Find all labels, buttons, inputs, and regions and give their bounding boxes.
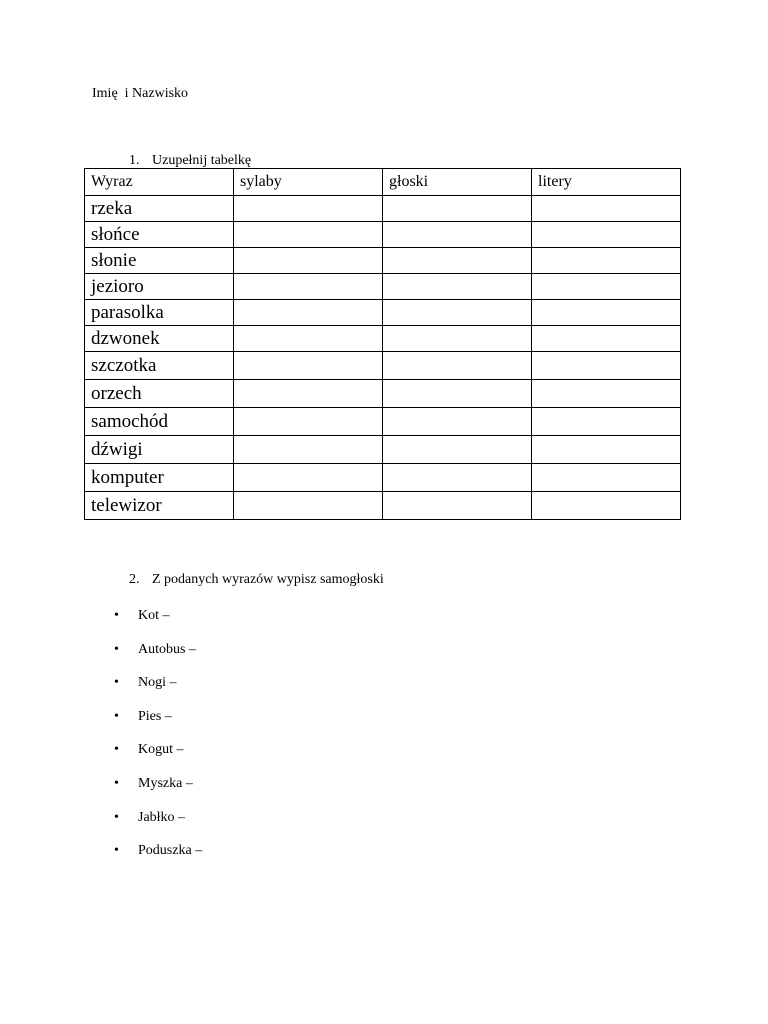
table-row bbox=[85, 464, 681, 492]
letters-cell[interactable] bbox=[532, 326, 681, 352]
sounds-cell[interactable] bbox=[383, 248, 532, 274]
bullet-dot-icon: • bbox=[114, 641, 119, 657]
list-item bbox=[114, 841, 202, 875]
sounds-cell[interactable] bbox=[383, 380, 532, 408]
sounds-cell[interactable] bbox=[383, 274, 532, 300]
list-item-text: Poduszka – bbox=[138, 843, 203, 859]
bullet-dot-icon: • bbox=[114, 675, 119, 691]
word-cell: dźwigi bbox=[85, 436, 234, 464]
list-item bbox=[114, 740, 202, 774]
list-item bbox=[114, 673, 202, 707]
task-1-instruction: Uzupełnij tabelkę bbox=[152, 153, 252, 168]
name-surname-label: Imię i Nazwisko bbox=[92, 86, 189, 101]
table-row bbox=[85, 248, 681, 274]
task-1-number: 1. bbox=[129, 153, 140, 168]
syllables-cell[interactable] bbox=[234, 326, 383, 352]
syllables-cell[interactable] bbox=[234, 274, 383, 300]
syllables-cell[interactable] bbox=[234, 380, 383, 408]
table-row bbox=[85, 274, 681, 300]
list-item-text: Autobus – bbox=[138, 641, 196, 657]
table-row bbox=[85, 436, 681, 464]
bullet-dot-icon: • bbox=[114, 742, 119, 758]
word-cell: słonie bbox=[85, 248, 234, 274]
bullet-dot-icon: • bbox=[114, 608, 119, 623]
table-header-row bbox=[85, 169, 681, 196]
letters-cell[interactable] bbox=[532, 492, 681, 520]
task-2-number: 2. bbox=[129, 572, 140, 587]
letters-cell[interactable] bbox=[532, 222, 681, 248]
column-header-word: Wyraz bbox=[85, 169, 234, 196]
bullet-dot-icon: • bbox=[114, 843, 119, 859]
syllables-cell[interactable] bbox=[234, 248, 383, 274]
word-cell: jezioro bbox=[85, 274, 234, 300]
syllables-cell[interactable] bbox=[234, 408, 383, 436]
letters-cell[interactable] bbox=[532, 380, 681, 408]
list-item bbox=[114, 640, 202, 674]
sounds-cell[interactable] bbox=[383, 464, 532, 492]
list-item-text: Nogi – bbox=[138, 675, 177, 691]
letters-cell[interactable] bbox=[532, 464, 681, 492]
list-item-text: Pies – bbox=[138, 708, 172, 724]
word-cell: szczotka bbox=[85, 352, 234, 380]
table-row bbox=[85, 408, 681, 436]
list-item-text: Myszka – bbox=[138, 775, 193, 791]
word-cell: orzech bbox=[85, 380, 234, 408]
sounds-cell[interactable] bbox=[383, 352, 532, 380]
column-header-letters: litery bbox=[532, 169, 681, 196]
list-item bbox=[114, 774, 202, 808]
letters-cell[interactable] bbox=[532, 436, 681, 464]
syllables-cell[interactable] bbox=[234, 222, 383, 248]
word-cell: telewizor bbox=[85, 492, 234, 520]
letters-cell[interactable] bbox=[532, 196, 681, 222]
table-row bbox=[85, 352, 681, 380]
syllables-cell[interactable] bbox=[234, 196, 383, 222]
list-item-text: Kogut – bbox=[138, 742, 184, 758]
table-row bbox=[85, 196, 681, 222]
letters-cell[interactable] bbox=[532, 248, 681, 274]
column-header-syllables: sylaby bbox=[234, 169, 383, 196]
bullet-dot-icon: • bbox=[114, 775, 119, 791]
word-cell: słońce bbox=[85, 222, 234, 248]
list-item bbox=[114, 606, 202, 640]
syllables-cell[interactable] bbox=[234, 492, 383, 520]
sounds-cell[interactable] bbox=[383, 326, 532, 352]
list-item-text: Kot – bbox=[138, 608, 170, 623]
column-header-sounds: głoski bbox=[383, 169, 532, 196]
word-cell: dzwonek bbox=[85, 326, 234, 352]
letters-cell[interactable] bbox=[532, 300, 681, 326]
sounds-cell[interactable] bbox=[383, 222, 532, 248]
letters-cell[interactable] bbox=[532, 408, 681, 436]
task-2-heading bbox=[115, 556, 384, 604]
bullet-dot-icon: • bbox=[114, 708, 119, 724]
table-row bbox=[85, 380, 681, 408]
word-cell: komputer bbox=[85, 464, 234, 492]
word-cell: parasolka bbox=[85, 300, 234, 326]
task-2-instruction: Z podanych wyrazów wypisz samogłoski bbox=[152, 572, 384, 587]
word-cell: samochód bbox=[85, 408, 234, 436]
vowel-word-list bbox=[114, 606, 202, 875]
syllables-cell[interactable] bbox=[234, 352, 383, 380]
table-row bbox=[85, 300, 681, 326]
sounds-cell[interactable] bbox=[383, 300, 532, 326]
list-item-text: Jabłko – bbox=[138, 809, 186, 825]
letters-cell[interactable] bbox=[532, 352, 681, 380]
syllables-cell[interactable] bbox=[234, 464, 383, 492]
word-analysis-table bbox=[84, 168, 681, 520]
table-row bbox=[85, 492, 681, 520]
list-item bbox=[114, 808, 202, 842]
table-row bbox=[85, 222, 681, 248]
sounds-cell[interactable] bbox=[383, 436, 532, 464]
syllables-cell[interactable] bbox=[234, 436, 383, 464]
sounds-cell[interactable] bbox=[383, 196, 532, 222]
list-item bbox=[114, 707, 202, 741]
syllables-cell[interactable] bbox=[234, 300, 383, 326]
sounds-cell[interactable] bbox=[383, 408, 532, 436]
word-cell: rzeka bbox=[85, 196, 234, 222]
bullet-dot-icon: • bbox=[114, 809, 119, 825]
letters-cell[interactable] bbox=[532, 274, 681, 300]
sounds-cell[interactable] bbox=[383, 492, 532, 520]
table-row bbox=[85, 326, 681, 352]
